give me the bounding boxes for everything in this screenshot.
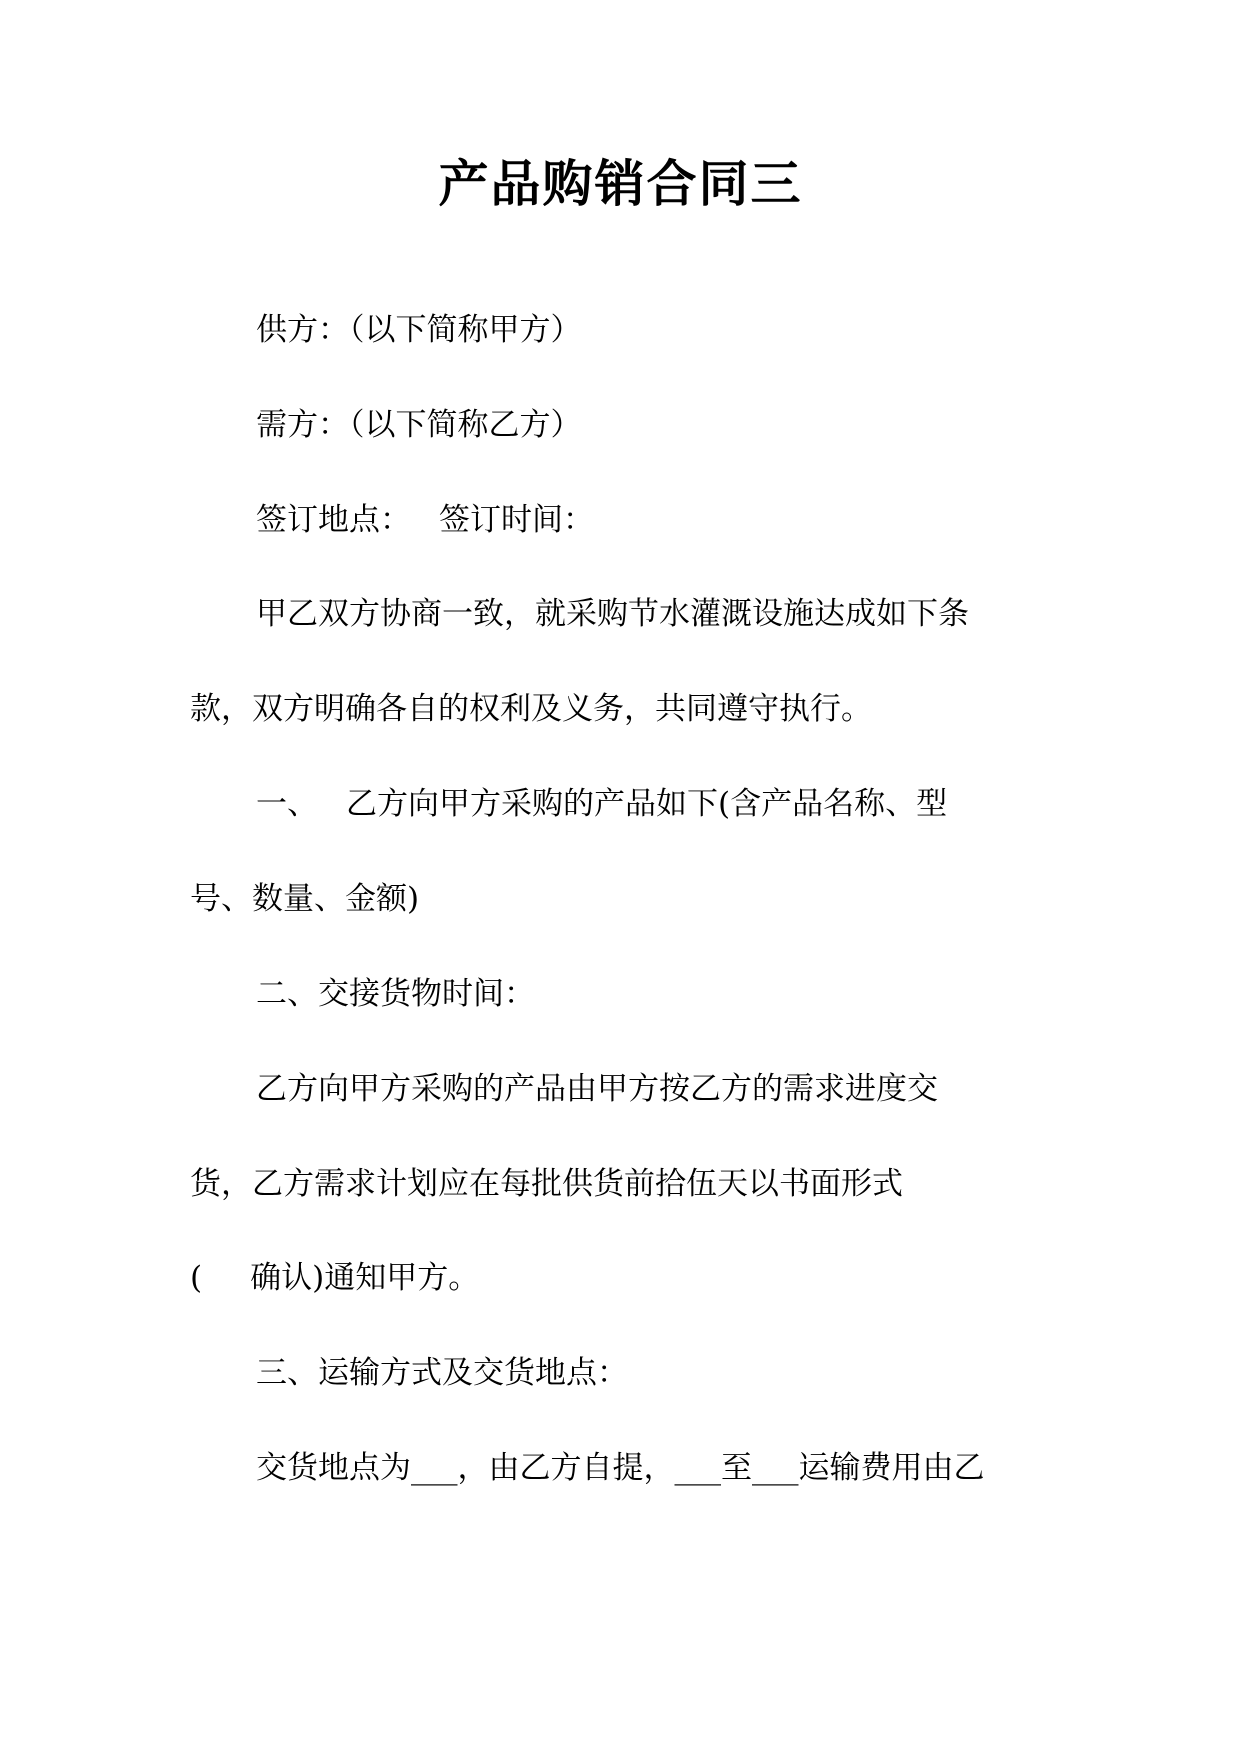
supplier-line: 供方：（以下简称甲方） <box>256 312 582 348</box>
buyer-line: 需方：（以下简称乙方） <box>256 407 582 443</box>
open-paren: ( <box>190 1260 203 1296</box>
paragraph-line: 交货地点为___，由乙方自提，___至___运输费用由乙 <box>256 1450 985 1486</box>
section-one-text: 乙方向甲方采购的产品如下(含产品名称、型 <box>346 786 948 822</box>
paragraph-line <box>190 1258 479 1298</box>
paragraph-line: 甲乙双方协商一致，就采购节水灌溉设施达成如下条 <box>256 596 969 632</box>
signing-time-label: 签订时间： <box>439 502 594 538</box>
document-title: 产品购销合同三 <box>438 155 803 213</box>
section-three-heading: 三、运输方式及交货地点： <box>256 1355 628 1391</box>
signing-place-label: 签订地点： <box>256 502 411 538</box>
section-one-line <box>256 784 947 824</box>
signing-info-line <box>256 500 594 540</box>
paragraph-line: 乙方向甲方采购的产品由甲方按乙方的需求进度交 <box>256 1071 938 1107</box>
paragraph-line: 号、数量、金额) <box>190 881 420 917</box>
paragraph-line: 货，乙方需求计划应在每批供货前拾伍天以书面形式 <box>190 1166 903 1202</box>
section-two-heading: 二、交接货物时间： <box>256 976 535 1012</box>
section-number: 一、 <box>256 786 318 822</box>
confirm-text: 确认)通知甲方。 <box>250 1260 480 1296</box>
paragraph-line: 款，双方明确各自的权利及义务，共同遵守执行。 <box>190 691 872 727</box>
